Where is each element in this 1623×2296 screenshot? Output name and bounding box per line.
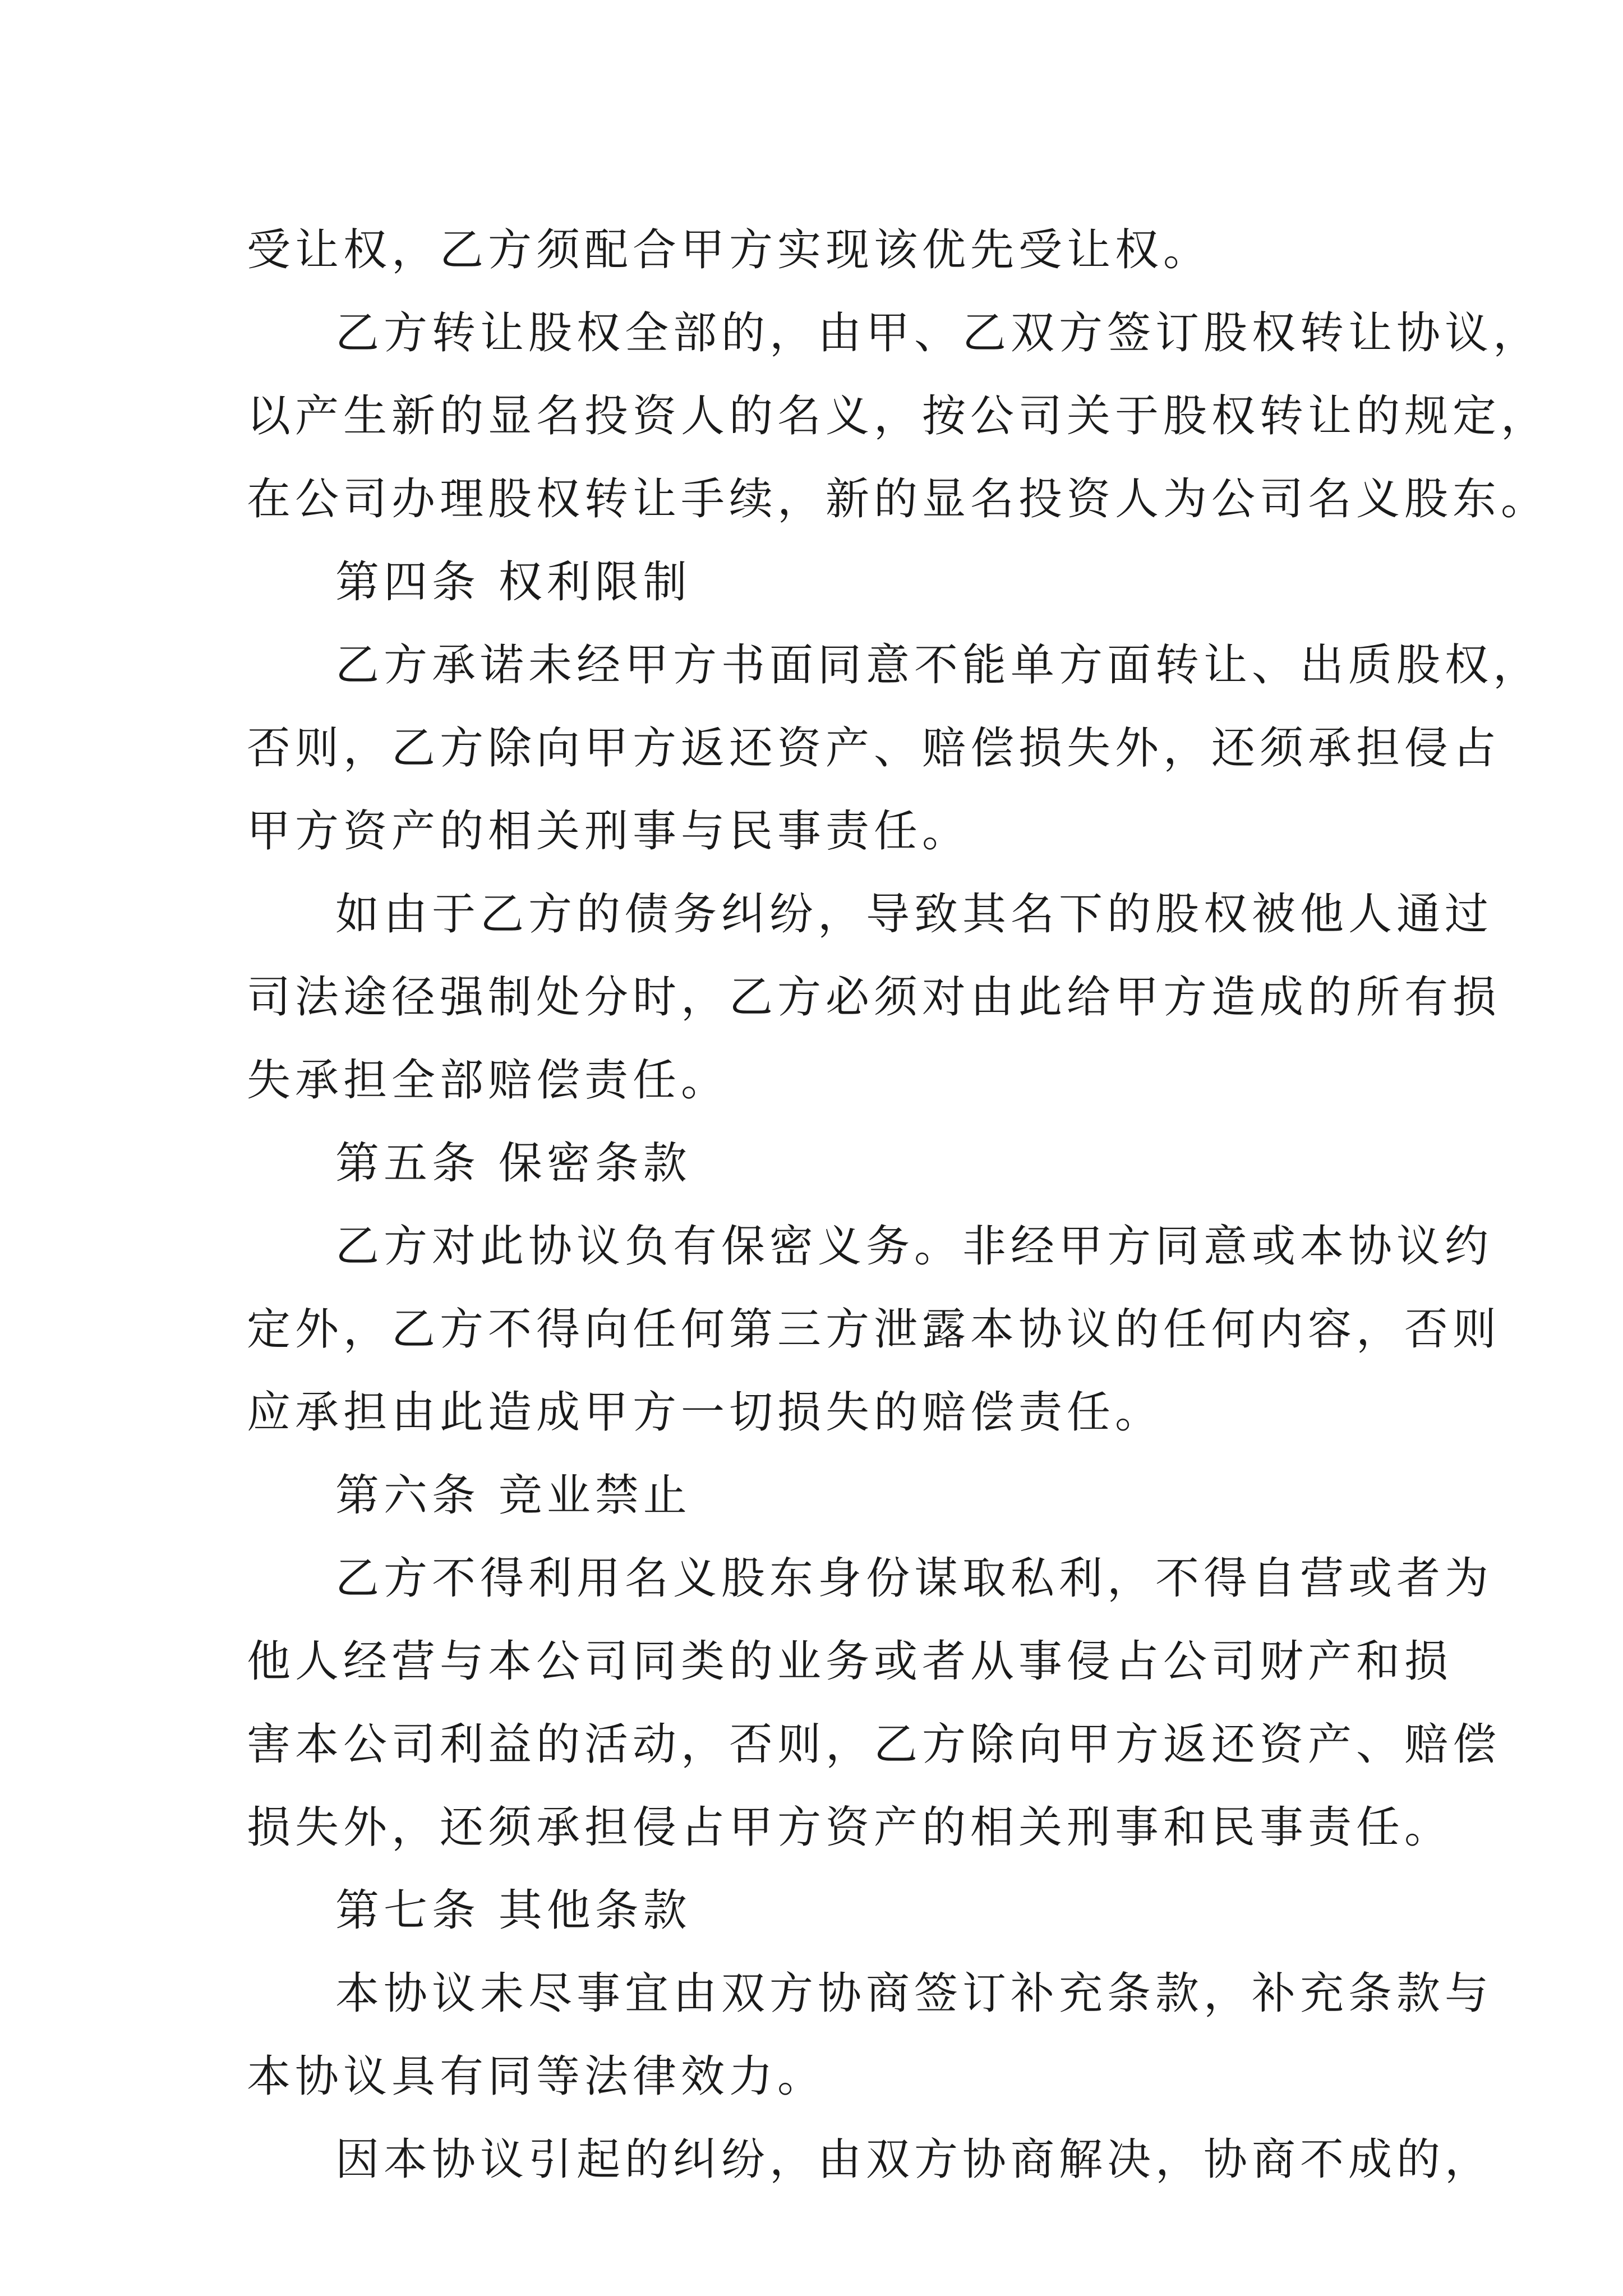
- paragraph-line: 如由于乙方的债务纠纷，导致其名下的股权被他人通过: [335, 889, 1493, 940]
- paragraph-line: 乙方不得利用名义股东身份谋取私利，不得自营或者为: [335, 1553, 1493, 1604]
- paragraph-line: 损失外，还须承担侵占甲方资产的相关刑事和民事责任。: [247, 1802, 1453, 1853]
- paragraph-line: 本协议未尽事宜由双方协商签订补充条款，补充条款与: [335, 1968, 1493, 2019]
- paragraph-line: 否则，乙方除向甲方返还资产、赔偿损失外，还须承担侵占: [247, 723, 1501, 774]
- paragraph-line: 定外，乙方不得向任何第三方泄露本协议的任何内容，否则: [247, 1304, 1501, 1355]
- paragraph-line: 害本公司利益的活动，否则，乙方除向甲方返还资产、赔偿: [247, 1719, 1501, 1770]
- paragraph-line: 应承担由此造成甲方一切损失的赔偿责任。: [247, 1387, 1164, 1438]
- paragraph-line: 乙方转让股权全部的，由甲、乙双方签订股权转让协议，: [335, 308, 1542, 358]
- paragraph-line: 乙方承诺未经甲方书面同意不能单方面转让、出质股权，: [335, 640, 1542, 691]
- paragraph-line: 本协议具有同等法律效力。: [247, 2051, 826, 2102]
- article-heading: 第六条 竞业禁止: [335, 1470, 691, 1521]
- paragraph-line: 乙方对此协议负有保密义务。非经甲方同意或本协议约: [335, 1221, 1493, 1272]
- paragraph-line: 失承担全部赔偿责任。: [247, 1055, 730, 1106]
- paragraph-line: 以产生新的显名投资人的名义，按公司关于股权转让的规定，: [247, 391, 1550, 441]
- paragraph-line: 甲方资产的相关刑事与民事责任。: [247, 806, 971, 857]
- paragraph-line: 司法途径强制处分时，乙方必须对由此给甲方造成的所有损: [247, 972, 1501, 1023]
- document-body: [247, 209, 1550, 2201]
- article-heading: 第七条 其他条款: [335, 1885, 691, 1936]
- article-heading: 第五条 保密条款: [335, 1138, 691, 1189]
- paragraph-line: 他人经营与本公司同类的业务或者从事侵占公司财产和损: [247, 1636, 1453, 1687]
- paragraph-line: 因本协议引起的纠纷，由双方协商解决，协商不成的，: [335, 2134, 1493, 2185]
- article-heading: 第四条 权利限制: [335, 557, 691, 608]
- paragraph-line: 受让权，乙方须配合甲方实现该优先受让权。: [247, 225, 1212, 275]
- paragraph-line: 在公司办理股权转让手续，新的显名投资人为公司名义股东。: [247, 474, 1550, 524]
